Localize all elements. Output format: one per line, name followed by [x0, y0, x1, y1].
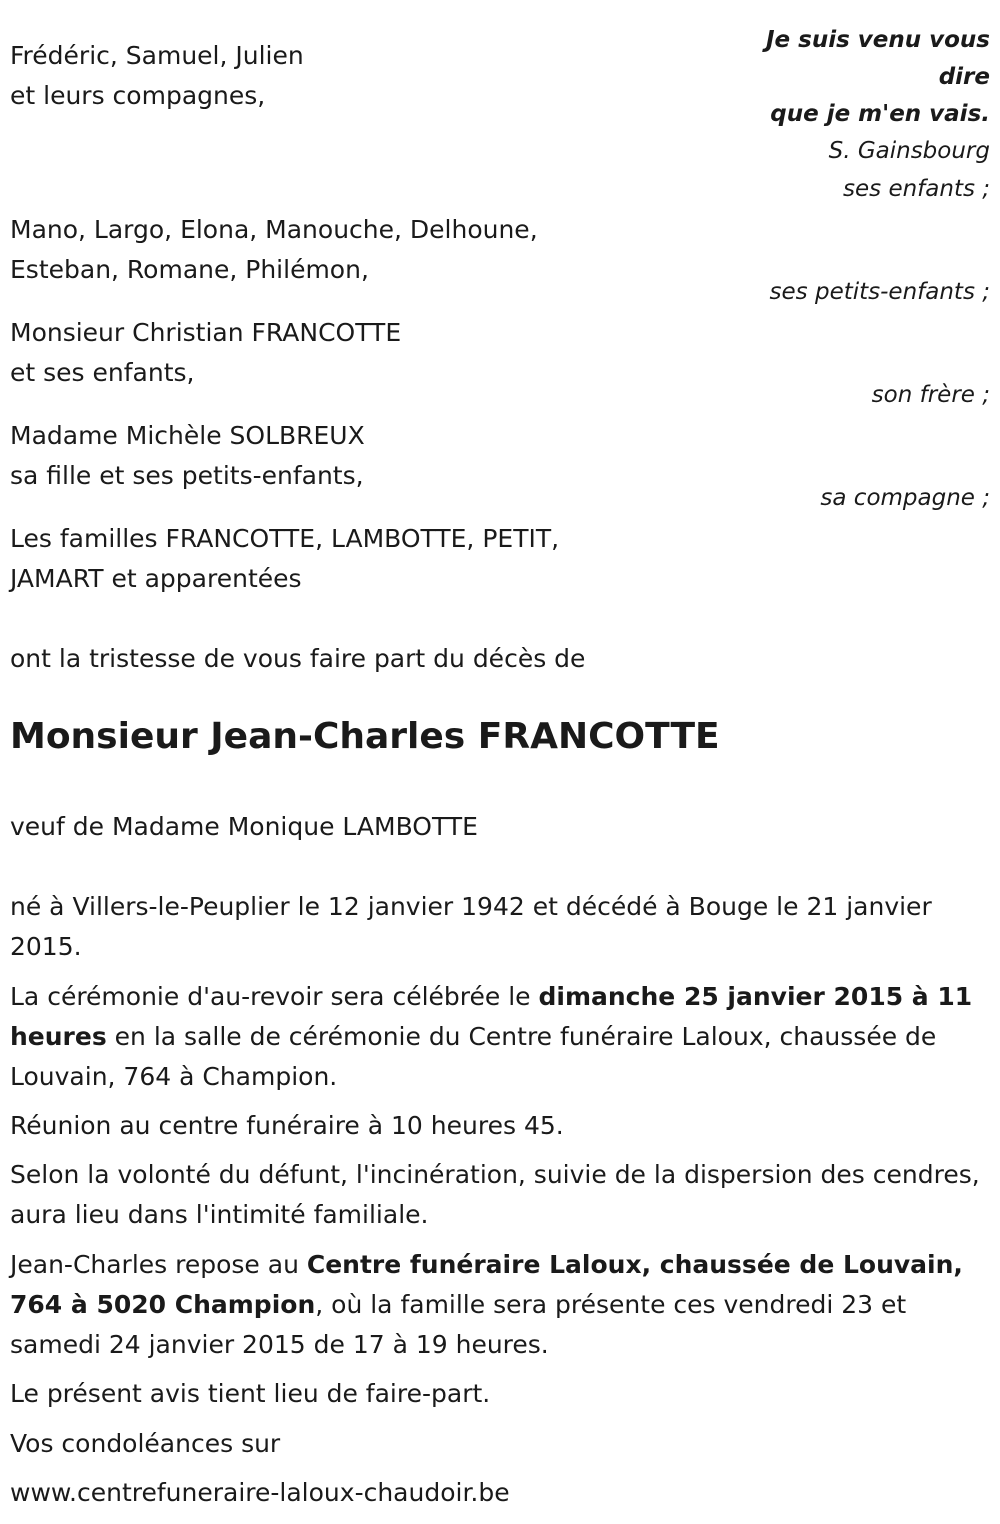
relation-grandchildren: ses petits-enfants ; — [769, 279, 990, 305]
notice: Le présent avis tient lieu de faire-part. — [10, 1379, 491, 1408]
family-line: Monsieur Christian FRANCOTTE — [10, 318, 402, 347]
quote-author: S. Gainsbourg — [828, 138, 990, 164]
family-line: et ses enfants, — [10, 358, 195, 387]
meeting: Réunion au centre funéraire à 10 heures 45. — [10, 1111, 564, 1140]
deceased-name: Monsieur Jean-Charles FRANCOTTE — [10, 716, 720, 757]
family-group-families — [10, 519, 559, 599]
family-group-companion — [10, 416, 365, 496]
repose-prefix: Jean-Charles repose au — [10, 1250, 307, 1279]
announcement: ont la tristesse de vous faire part du décès de — [10, 644, 586, 673]
family-line: Madame Michèle SOLBREUX — [10, 421, 365, 450]
widower-of: veuf de Madame Monique LAMBOTTE — [10, 812, 478, 841]
repose-suffix: , où la famille sera présente ces vendredi 23 et samedi 24 janvier 2015 de 17 à 19 heures. — [10, 1290, 907, 1359]
repose-place: Centre funéraire Laloux, chaussée de Louvain, 764 à 5020 Champion — [10, 1250, 963, 1319]
family-group-brother — [10, 313, 401, 393]
family-group-children — [10, 36, 304, 116]
family-line: JAMART et apparentées — [10, 564, 302, 593]
family-line: Mano, Largo, Elona, Manouche, Delhoune, — [10, 215, 538, 244]
family-line: et leurs compagnes, — [10, 81, 266, 110]
ceremony-date: dimanche 25 janvier 2015 à 11 heures — [10, 982, 973, 1051]
cremation: Selon la volonté du défunt, l'incinération, suivie de la dispersion des cendres, aura lieu dans l'intimité familiale. — [10, 1160, 980, 1229]
relation-companion: sa compagne ; — [820, 485, 990, 511]
family-group-grandchildren — [10, 210, 538, 290]
quote-block — [766, 22, 990, 170]
ceremony-suffix: en la salle de cérémonie du Centre funéraire Laloux, chaussée de Louvain, 764 à Champion. — [10, 1022, 937, 1091]
ceremony-paragraph — [10, 977, 985, 1097]
quote-line-1: Je suis venu vous — [765, 27, 990, 53]
birth-death: né à Villers-le-Peuplier le 12 janvier 1942 et décédé à Bouge le 21 janvier 2015. — [10, 892, 932, 961]
relation-children: ses enfants ; — [843, 176, 990, 202]
quote-line-2: dire — [938, 64, 990, 90]
family-line: Esteban, Romane, Philémon, — [10, 255, 369, 284]
ceremony-prefix: La cérémonie d'au-revoir sera célébrée le — [10, 982, 539, 1011]
family-line: Les familles FRANCOTTE, LAMBOTTE, PETIT, — [10, 524, 560, 553]
quote-line-3: que je m'en vais. — [770, 101, 990, 127]
relation-brother: son frère ; — [871, 382, 990, 408]
family-line: sa fille et ses petits-enfants, — [10, 461, 364, 490]
website-link[interactable]: www.centrefuneraire-laloux-chaudoir.be — [10, 1478, 510, 1507]
repose-paragraph — [10, 1245, 985, 1365]
family-line: Frédéric, Samuel, Julien — [10, 41, 304, 70]
condolences-label: Vos condoléances sur — [10, 1429, 281, 1458]
